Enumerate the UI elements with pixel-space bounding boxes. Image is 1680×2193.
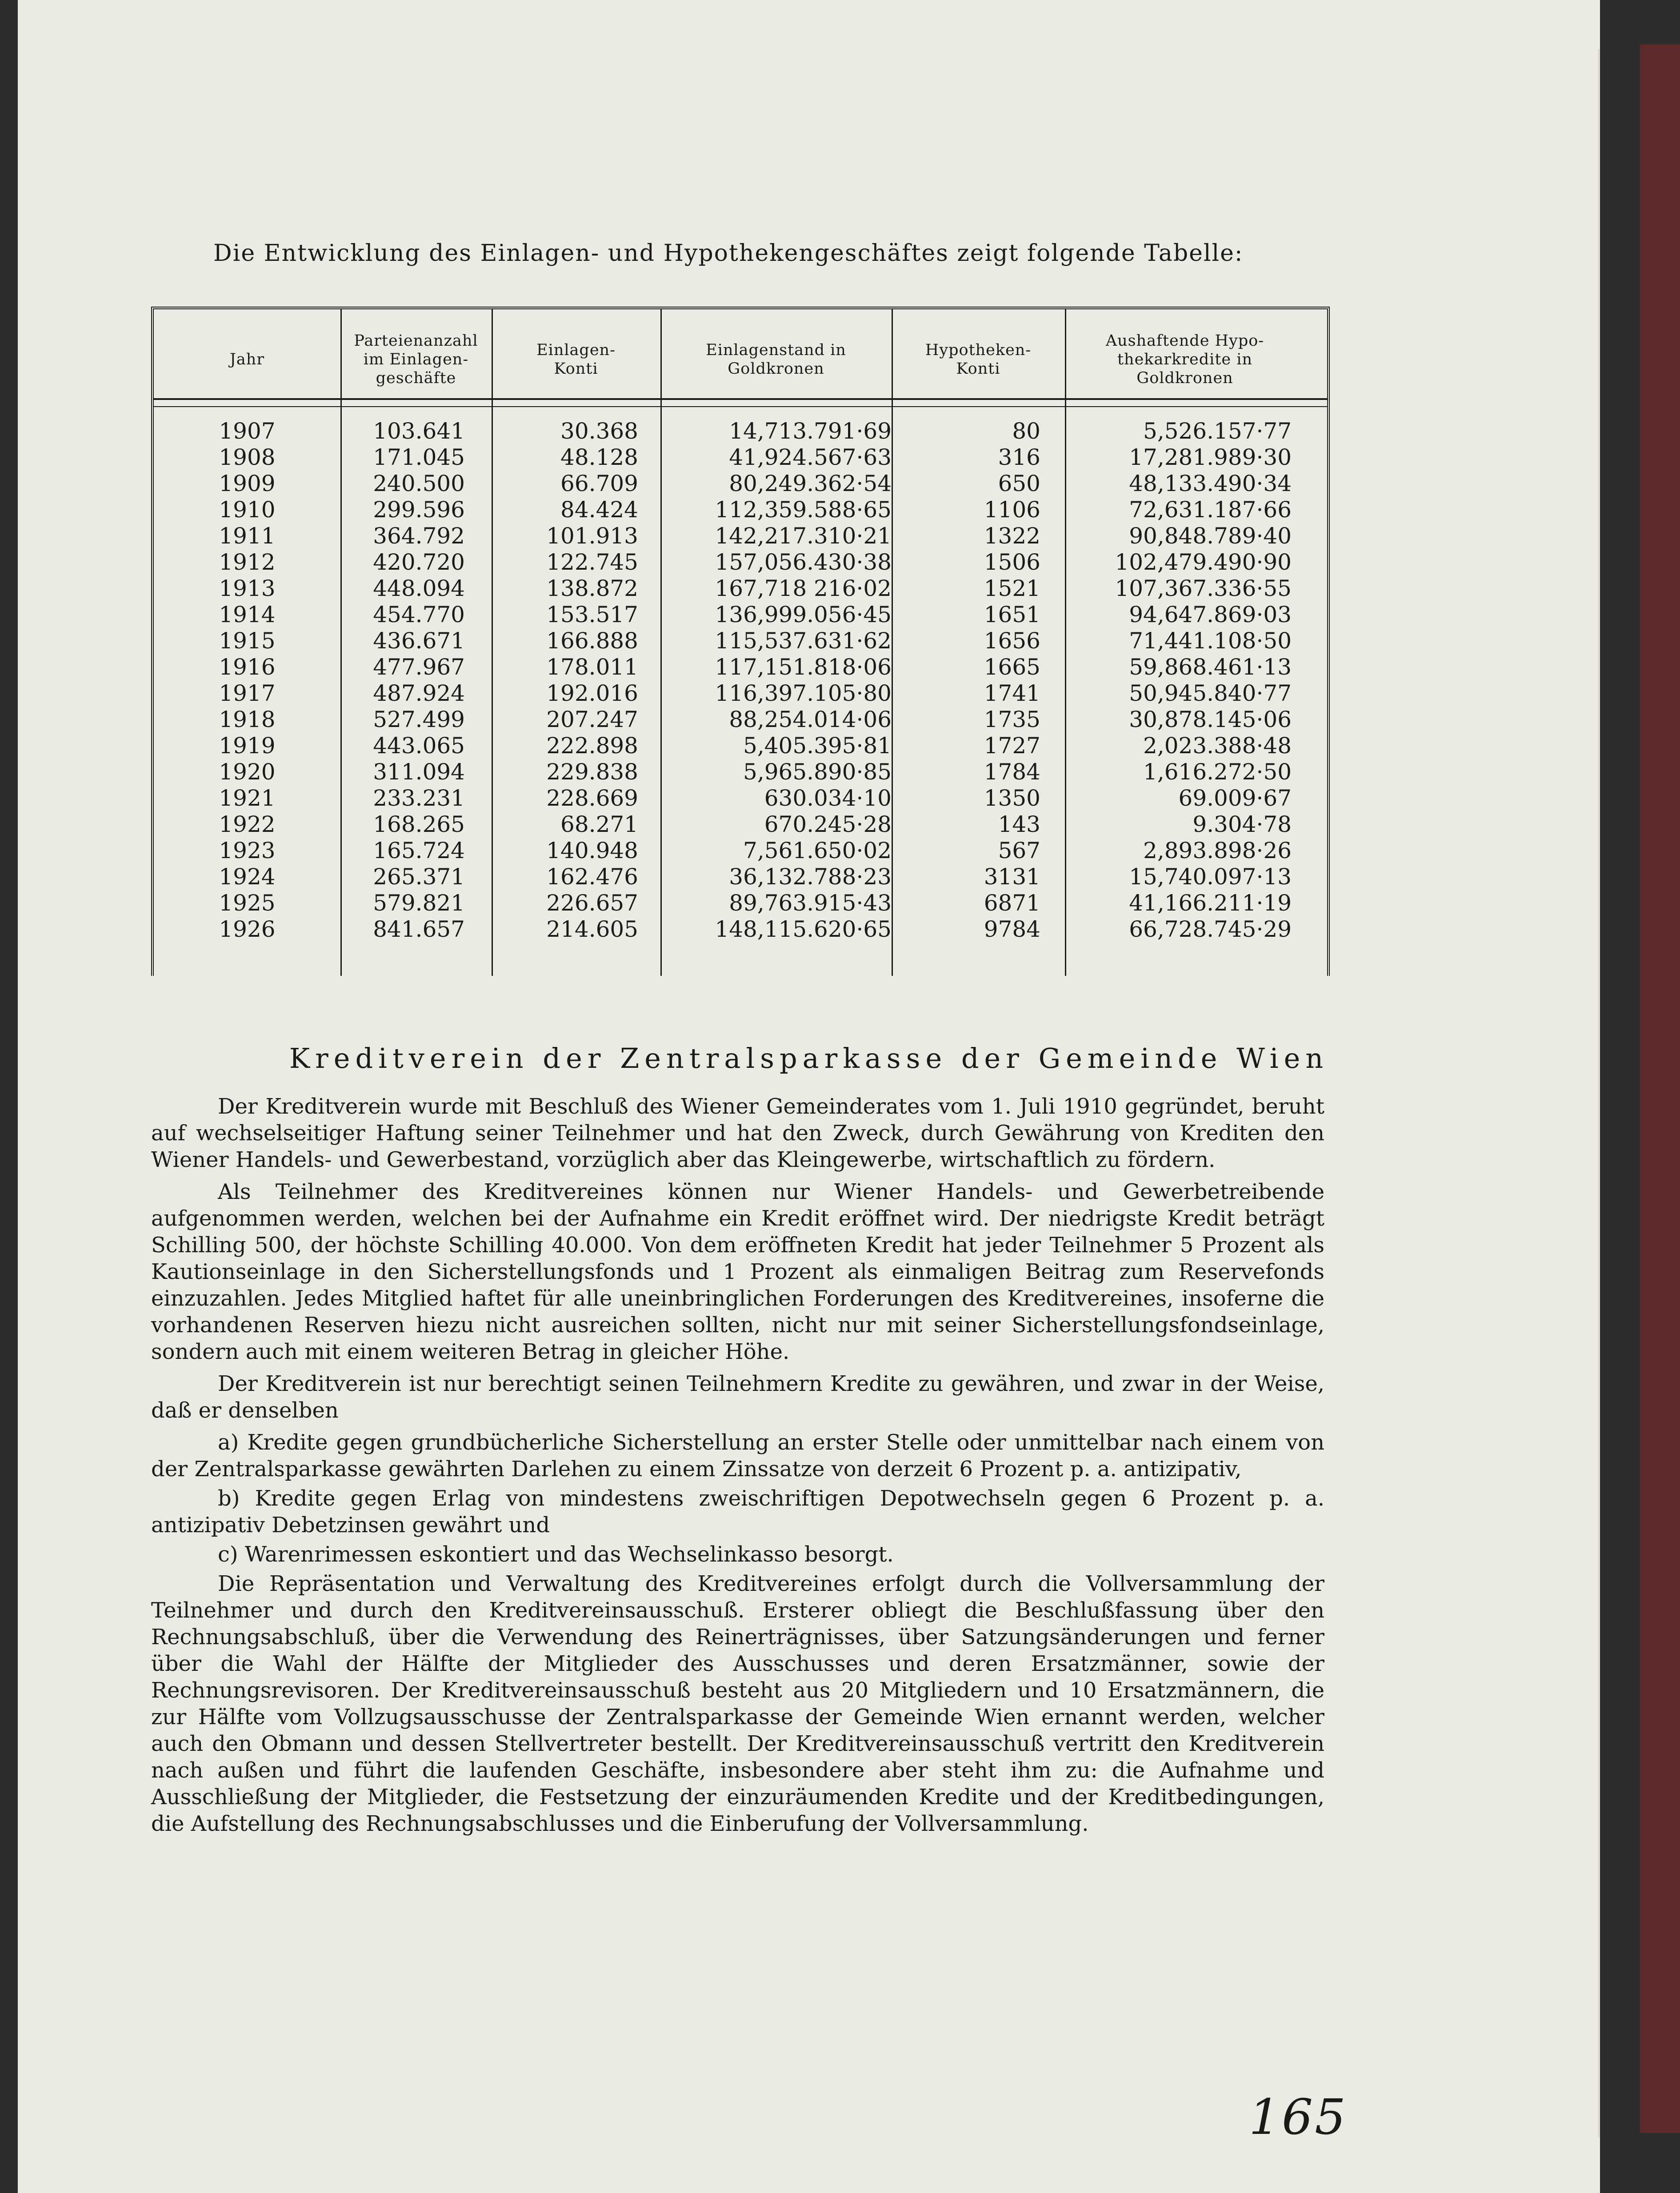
table-row xyxy=(154,707,1327,733)
cell-mortgage-accounts: 1741 xyxy=(984,680,1040,706)
cell-deposit-accounts: 162.476 xyxy=(546,864,638,890)
header-mortgage-credits: Aushaftende Hypo- thekarkredite in Goldkronen xyxy=(1105,332,1264,387)
list-item: a) Kredite gegen grundbücherliche Sicherstellung an erster Stelle oder unmittelbar nach einem von der Zentralsparkasse gewährten Darlehen zu einem Zinssatze von derzeit 6 Prozent p. a. antizipativ, xyxy=(151,1430,1324,1482)
table-row xyxy=(154,523,1327,549)
cell-year: 1919 xyxy=(219,733,276,759)
cell-parties: 168.265 xyxy=(373,811,465,837)
cell-deposit-accounts: 228.669 xyxy=(546,785,638,811)
cell-year: 1920 xyxy=(219,759,276,785)
cell-year: 1911 xyxy=(219,523,276,549)
cell-parties: 265.371 xyxy=(373,864,465,890)
header-year: Jahr xyxy=(229,350,265,368)
body-text xyxy=(151,1093,1324,1842)
table-row xyxy=(154,602,1327,628)
paragraph: Als Teilnehmer des Kreditvereines können nur Wiener Handels- und Gewerbetreibende aufgenommen werden, welchen bei der Aufnahme ein Kredit eröffnet wird. Der niedrigste Kredit beträgt Schilling 500, der höchste Schilling 40.000. Von dem eröffneten Kredit hat jeder Teilnehmer 5 Prozent als Kautionseinlage in den Sicherstellungsfonds und 1 Prozent als einmaligen Beitrag zum Reservefonds einzuzahlen. Jedes Mitglied haftet für alle uneinbringlichen Forderungen des Kreditvereines, insoferne die vorhandenen Reserven hiezu nicht ausreichen sollten, nicht nur mit seiner Sicherstellungsfondseinlage, sondern auch mit einem weiteren Betrag in gleicher Höhe. xyxy=(151,1179,1324,1364)
cell-deposit-balance: 116,397.105·80 xyxy=(715,680,892,706)
cell-deposit-accounts: 68.271 xyxy=(560,811,638,837)
cell-deposit-balance: 117,151.818·06 xyxy=(715,654,892,680)
paragraph: Der Kreditverein wurde mit Beschluß des Wiener Gemeinderates vom 1. Juli 1910 gegründet, beruht auf wechselseitiger Haftung seiner Teilnehmer und hat den Zweck, durch Gewährung von Krediten den Wiener Handels- und Gewerbestand, vorzüglich aber das Kleingewerbe, wirtschaftlich zu fördern. xyxy=(151,1094,1324,1172)
cell-mortgage-credits: 72,631.187·66 xyxy=(1129,497,1292,523)
cell-mortgage-credits: 48,133.490·34 xyxy=(1129,471,1292,496)
cell-mortgage-credits: 30,878.145·06 xyxy=(1129,707,1292,732)
cell-mortgage-credits: 66,728.745·29 xyxy=(1129,916,1292,942)
table-row xyxy=(154,838,1327,864)
cell-parties: 841.657 xyxy=(373,916,465,942)
cell-mortgage-accounts: 1322 xyxy=(984,523,1040,549)
cell-deposit-balance: 5,965.890·85 xyxy=(743,759,892,785)
cell-year: 1908 xyxy=(219,444,276,470)
table-body xyxy=(154,418,1327,943)
cell-year: 1918 xyxy=(219,707,276,732)
cell-parties: 240.500 xyxy=(373,471,465,496)
cell-deposit-balance: 630.034·10 xyxy=(764,785,892,811)
cell-mortgage-credits: 102,479.490·90 xyxy=(1115,549,1292,575)
cell-mortgage-accounts: 1651 xyxy=(984,602,1040,627)
table-row xyxy=(154,497,1327,523)
cell-deposit-accounts: 140.948 xyxy=(546,838,638,863)
header-rule xyxy=(154,398,1327,407)
cell-parties: 171.045 xyxy=(373,444,465,470)
table-row xyxy=(154,471,1327,497)
cell-parties: 364.792 xyxy=(373,523,465,549)
cell-year: 1925 xyxy=(219,890,276,916)
table-row xyxy=(154,575,1327,602)
cell-mortgage-accounts: 143 xyxy=(998,811,1040,837)
table-row xyxy=(154,654,1327,680)
list-item: b) Kredite gegen Erlag von mindestens zweischriftigen Depotwechseln gegen 6 Prozent p. a. antizipativ Debetzinsen gewährt und xyxy=(151,1486,1324,1538)
cell-year: 1916 xyxy=(219,654,276,680)
cell-mortgage-accounts: 3131 xyxy=(984,864,1040,890)
cell-mortgage-credits: 1,616.272·50 xyxy=(1143,759,1292,785)
cell-mortgage-accounts: 1665 xyxy=(984,654,1040,680)
cell-mortgage-credits: 50,945.840·77 xyxy=(1129,680,1292,706)
cell-year: 1921 xyxy=(219,785,276,811)
cell-deposit-balance: 670.245·28 xyxy=(764,811,892,837)
cell-year: 1910 xyxy=(219,497,276,523)
cell-year: 1917 xyxy=(219,680,276,706)
cell-deposit-balance: 36,132.788·23 xyxy=(729,864,892,890)
cell-parties: 443.065 xyxy=(373,733,465,759)
cell-parties: 233.231 xyxy=(373,785,465,811)
cell-parties: 436.671 xyxy=(373,628,465,654)
cell-mortgage-accounts: 9784 xyxy=(984,916,1040,942)
cell-mortgage-accounts: 80 xyxy=(1012,418,1040,444)
cell-mortgage-accounts: 567 xyxy=(998,838,1040,863)
cell-mortgage-credits: 107,367.336·55 xyxy=(1115,575,1292,601)
cell-deposit-balance: 112,359.588·65 xyxy=(715,497,892,523)
cell-parties: 448.094 xyxy=(373,575,465,601)
header-mortgage-accounts: Hypotheken- Konti xyxy=(925,341,1032,378)
section-title: Kreditverein der Zentralsparkasse der Gemeinde Wien xyxy=(289,1042,1329,1075)
table-row xyxy=(154,811,1327,838)
cell-deposit-accounts: 101.913 xyxy=(546,523,638,549)
cell-mortgage-credits: 17,281.989·30 xyxy=(1129,444,1292,470)
cell-deposit-balance: 89,763.915·43 xyxy=(729,890,892,916)
cell-mortgage-credits: 2,023.388·48 xyxy=(1143,733,1292,759)
cell-deposit-accounts: 138.872 xyxy=(546,575,638,601)
cell-deposit-accounts: 229.838 xyxy=(546,759,638,785)
cell-mortgage-credits: 2,893.898·26 xyxy=(1143,838,1292,863)
cell-year: 1912 xyxy=(219,549,276,575)
cell-deposit-accounts: 192.016 xyxy=(546,680,638,706)
paragraph: Der Kreditverein ist nur berechtigt seinen Teilnehmern Kredite zu gewähren, und zwar in der Weise, daß er denselben xyxy=(151,1371,1324,1423)
cell-year: 1914 xyxy=(219,602,276,627)
cell-parties: 299.596 xyxy=(373,497,465,523)
book-page xyxy=(18,0,1600,2193)
cell-mortgage-accounts: 1506 xyxy=(984,549,1040,575)
cell-deposit-balance: 157,056.430·38 xyxy=(715,549,892,575)
cell-deposit-accounts: 166.888 xyxy=(546,628,638,654)
cell-parties: 420.720 xyxy=(373,549,465,575)
table-row xyxy=(154,733,1327,759)
cell-deposit-accounts: 222.898 xyxy=(546,733,638,759)
header-parties: Parteienanzahl im Einlagen- geschäfte xyxy=(354,332,478,387)
deposits-mortgages-table xyxy=(151,307,1330,976)
cell-year: 1907 xyxy=(219,418,276,444)
cell-deposit-accounts: 207.247 xyxy=(546,707,638,732)
cell-year: 1909 xyxy=(219,471,276,496)
table-row xyxy=(154,444,1327,471)
cell-mortgage-accounts: 316 xyxy=(998,444,1040,470)
cell-mortgage-accounts: 1521 xyxy=(984,575,1040,601)
cell-deposit-balance: 148,115.620·65 xyxy=(715,916,892,942)
cell-parties: 487.924 xyxy=(373,680,465,706)
cell-deposit-accounts: 153.517 xyxy=(546,602,638,627)
cell-deposit-balance: 88,254.014·06 xyxy=(729,707,892,732)
cell-deposit-accounts: 178.011 xyxy=(546,654,638,680)
cell-mortgage-accounts: 6871 xyxy=(984,890,1040,916)
cell-deposit-balance: 7,561.650·02 xyxy=(743,838,892,863)
cell-mortgage-accounts: 1735 xyxy=(984,707,1040,732)
cell-mortgage-credits: 5,526.157·77 xyxy=(1143,418,1292,444)
table-row xyxy=(154,916,1327,943)
page-number: 165 xyxy=(1249,2089,1348,2145)
header-deposit-accounts: Einlagen- Konti xyxy=(536,341,616,378)
list-item: c) Warenrimessen eskontiert und das Wechselinkasso besorgt. xyxy=(218,1542,894,1567)
cell-deposit-balance: 115,537.631·62 xyxy=(715,628,892,654)
cell-parties: 477.967 xyxy=(373,654,465,680)
cell-mortgage-accounts: 1727 xyxy=(984,733,1040,759)
cell-year: 1913 xyxy=(219,575,276,601)
cell-year: 1924 xyxy=(219,864,276,890)
cell-deposit-balance: 136,999.056·45 xyxy=(715,602,892,627)
cell-mortgage-credits: 69.009·67 xyxy=(1178,785,1292,811)
cell-mortgage-credits: 90,848.789·40 xyxy=(1129,523,1292,549)
cell-deposit-accounts: 122.745 xyxy=(546,549,638,575)
cell-year: 1926 xyxy=(219,916,276,942)
cell-deposit-balance: 142,217.310·21 xyxy=(715,523,892,549)
cell-mortgage-credits: 94,647.869·03 xyxy=(1129,602,1292,627)
cell-mortgage-credits: 41,166.211·19 xyxy=(1129,890,1292,916)
cell-mortgage-credits: 59,868.461·13 xyxy=(1129,654,1292,680)
table-row xyxy=(154,890,1327,916)
table-row xyxy=(154,628,1327,654)
cell-mortgage-credits: 9.304·78 xyxy=(1192,811,1292,837)
cell-mortgage-credits: 15,740.097·13 xyxy=(1129,864,1292,890)
cell-year: 1915 xyxy=(219,628,276,654)
cell-deposit-accounts: 30.368 xyxy=(560,418,638,444)
cell-mortgage-accounts: 1350 xyxy=(984,785,1040,811)
cell-mortgage-credits: 71,441.108·50 xyxy=(1129,628,1292,654)
cell-parties: 103.641 xyxy=(373,418,465,444)
header-deposit-balance: Einlagenstand in Goldkronen xyxy=(706,341,846,378)
cell-mortgage-accounts: 1784 xyxy=(984,759,1040,785)
cell-deposit-accounts: 226.657 xyxy=(546,890,638,916)
cell-deposit-balance: 5,405.395·81 xyxy=(743,733,892,759)
cell-parties: 527.499 xyxy=(373,707,465,732)
cell-deposit-accounts: 66.709 xyxy=(560,471,638,496)
paragraph: Die Repräsentation und Verwaltung des Kreditvereines erfolgt durch die Vollversammlung der Teilnehmer und durch den Kreditvereinsausschuß. Ersterer obliegt die Beschlußfassung über den Rechnungsabschluß, über die Verwendung des Reinerträgnisses, über Satzungsänderungen und ferner über die Wahl der Hälfte der Mitglieder des Ausschusses und deren Ersatzmänner, sowie der Rechnungsrevisoren. Der Kreditvereinsausschuß besteht aus 20 Mitgliedern und 10 Ersatzmännern, die zur Hälfte vom Vollzugsausschusse der Zentralsparkasse der Gemeinde Wien ernannt werden, welcher auch den Obmann und dessen Stellvertreter bestellt. Der Kreditvereinsausschuß vertritt den Kreditverein nach außen und führt die laufenden Geschäfte, insbesondere aber steht ihm zu: die Aufnahme und Ausschließung der Mitglieder, die Festsetzung der einzuräumenden Kredite und der Kreditbedingungen, die Aufstellung des Rechnungsabschlusses und die Einberufung der Vollversammlung. xyxy=(151,1571,1324,1836)
table-row xyxy=(154,680,1327,707)
cell-deposit-accounts: 84.424 xyxy=(560,497,638,523)
cell-mortgage-accounts: 1656 xyxy=(984,628,1040,654)
table-row xyxy=(154,785,1327,811)
cell-parties: 311.094 xyxy=(373,759,465,785)
intro-sentence: Die Entwicklung des Einlagen- und Hypothekengeschäftes zeigt folgende Tabelle: xyxy=(213,240,1244,267)
cell-mortgage-accounts: 1106 xyxy=(984,497,1040,523)
cell-deposit-balance: 41,924.567·63 xyxy=(729,444,892,470)
table-row xyxy=(154,759,1327,785)
cell-deposit-accounts: 214.605 xyxy=(546,916,638,942)
cell-parties: 454.770 xyxy=(373,602,465,627)
table-row xyxy=(154,418,1327,444)
cell-year: 1922 xyxy=(219,811,276,837)
table-row xyxy=(154,549,1327,575)
cell-parties: 579.821 xyxy=(373,890,465,916)
cell-parties: 165.724 xyxy=(373,838,465,863)
cell-mortgage-accounts: 650 xyxy=(998,471,1040,496)
page-stack-edge xyxy=(1598,49,1600,2137)
cell-deposit-balance: 80,249.362·54 xyxy=(729,471,892,496)
cell-deposit-balance: 167,718 216·02 xyxy=(715,575,892,601)
book-cover-edge xyxy=(1640,44,1680,2133)
table-row xyxy=(154,864,1327,890)
cell-deposit-accounts: 48.128 xyxy=(560,444,638,470)
cell-year: 1923 xyxy=(219,838,276,863)
cell-deposit-balance: 14,713.791·69 xyxy=(729,418,892,444)
